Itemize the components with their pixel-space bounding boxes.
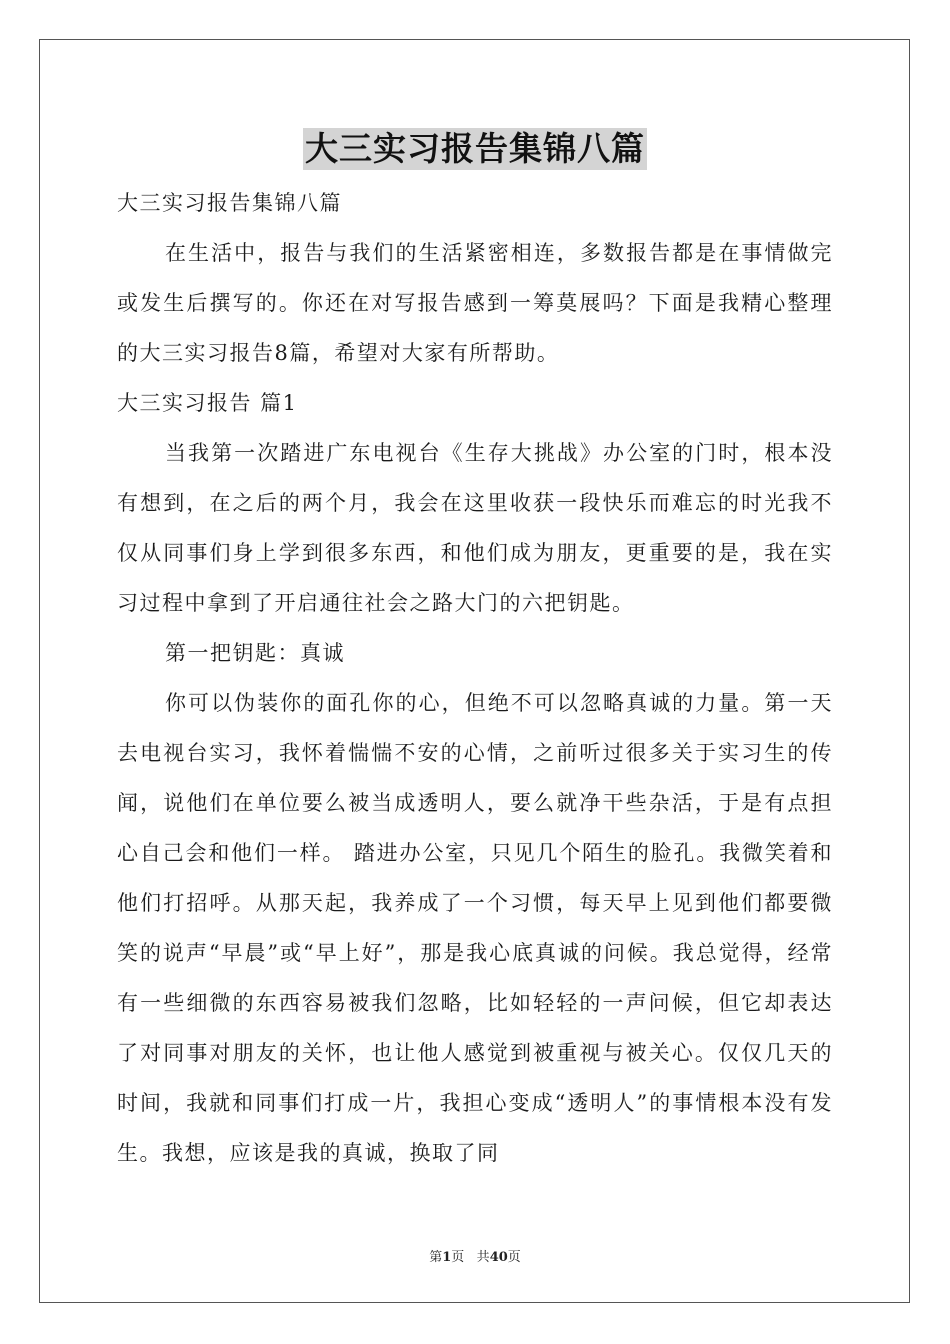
title-container bbox=[0, 128, 950, 170]
document-body bbox=[117, 178, 833, 1178]
page-footer bbox=[0, 1246, 950, 1265]
footer-page-number: 1 bbox=[442, 1250, 452, 1265]
paragraph: 大三实习报告集锦八篇 bbox=[117, 191, 342, 215]
footer-total-suffix: 页 bbox=[507, 1250, 521, 1265]
paragraph: 你可以伪装你的面孔你的心，但绝不可以忽略真诚的力量。第一天去电视台实习，我怀着惴惴不安的心情，之前听过很多关于实习生的传闻，说他们在单位要么被当成透明人，要么就净干些杂活，于是有点担心自己会和他们一样。 踏进办公室，只见几个陌生的脸孔。我微笑着和他们打招呼。从那天起，我养成了一个习惯，每天早上见到他们都要微笑的说声“早晨”或“早上好”，那是我心底真诚的问候。我总觉得，经常有一些细微的东西容易被我们忽略，比如轻轻的一声问候，但它却表达了对同事对朋友的关怀，也让他人感觉到被重视与被关心。仅仅几天的时间，我就和同事们打成一片，我担心变成“透明人”的事情根本没有发生。我想，应该是我的真诚，换取了同 bbox=[117, 691, 833, 1165]
footer-page-suffix: 页 bbox=[451, 1250, 465, 1265]
paragraph: 当我第一次踏进广东电视台《生存大挑战》办公室的门时，根本没有想到，在之后的两个月，我会在这里收获一段快乐而难忘的时光我不仅从同事们身上学到很多东西，和他们成为朋友，更重要的是，我在实习过程中拿到了开启通往社会之路大门的六把钥匙。 bbox=[117, 441, 833, 615]
section-heading: 大三实习报告 篇1 bbox=[117, 391, 298, 415]
footer-prefix: 第 bbox=[429, 1250, 443, 1265]
document-title: 大三实习报告集锦八篇 bbox=[305, 129, 645, 168]
footer-total-pages: 40 bbox=[489, 1250, 508, 1265]
paragraph: 在生活中，报告与我们的生活紧密相连，多数报告都是在事情做完或发生后撰写的。你还在对写报告感到一筹莫展吗？下面是我精心整理的大三实习报告8篇，希望对大家有所帮助。 bbox=[117, 241, 833, 365]
footer-total-prefix: 共 bbox=[476, 1250, 490, 1265]
subheading: 第一把钥匙：真诚 bbox=[165, 641, 345, 665]
